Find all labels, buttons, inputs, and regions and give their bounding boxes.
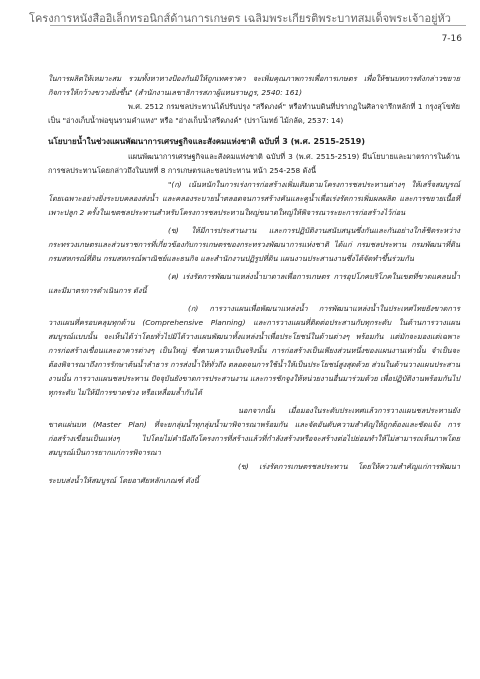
header-rule bbox=[50, 25, 466, 26]
page-number: 7-16 bbox=[441, 34, 462, 44]
running-header: โครงการหนังสืออิเล็กทรอนิกส์ด้านการเกษตร เฉลิมพระเกียรติพระบาทสมเด็จพระเจ้าอยู่หัว bbox=[29, 12, 451, 25]
section-heading: นโยบายน้ำในช่วงแผนพัฒนาการเศรษฐกิจและสังคมแห่งชาติ ฉบับที่ 3 (พ.ศ. 2515-2519) bbox=[48, 137, 366, 146]
paragraph-planning: (ก) การวางแผนเพื่อพัฒนาแหล่งน้ำ การพัฒนาแหล่งน้ำในประเทศไทยยังขาดการวางแผนที่ครอบคลุมทุกด้าน (Comprehensive Planning) และการวางแผนที่ติดต่อประสานกับทุกระดับ ในด้านการวางแผนสมบูรณ์แบบนั้น จะเห็นได้ว่าโดยทั่วไปมิได้วางแผนพัฒนาทั้งแหล่งน้ำเพื่อประโยชน์ในด้านต่างๆ พร้อมกัน แต่มักจะมองแต่เฉพาะการก่อสร้างเขื่อนและอาคารต่างๆ เป็นใหญ่ ซึ่งตามความเป็นจริงนั้น การก่อสร้างเป็นเพียงส่วนหนึ่งของแผนงานเท่านั้น จำเป็นจะต้องพิจารณาถึงการรักษาต้นน้ำลำธาร การส่งน้ำให้ทั่วถึง ตลอดจนการใช้น้ำให้เป็นประโยชน์สูงสุดด้วย ส่วนในด้านวางแผนประสานงานนั้น การวางแผนชลประทาน ปัจจุบันยังขาดการประสานงาน และการชักจูงให้หน่วยงานอื่นมาร่วมด้วย เพื่อปฏิบัติงานพร้อมกันไปทุกระดับ ไม่ให้มีการขาดช่วง หรือเหลื่อมล้ำกันได้ bbox=[48, 304, 460, 397]
paragraph-plan-intro: แผนพัฒนาการเศรษฐกิจและสังคมแห่งชาติ ฉบับที่ 3 (พ.ศ. 2515-2519) มีนโยบายและมาตรการในด้านการชลประทานโดยกล่าวถึงในบทที่ 8 การเกษตรและชลประทาน หน้า 254-258 ดังนี้ bbox=[48, 152, 460, 175]
paragraph-item-b: (ข) ให้มีการประสานงาน และการปฏิบัติงานสนับสนุนซึ่งกันและกันอย่างใกล้ชิดระหว่างกระทรวงเกษตรและส่วนราชการที่เกี่ยวข้องกับการเกษตรของกระทรวงพัฒนาการแห่งชาติ ได้แก่ กรมชลประทาน กรมพัฒนาที่ดิน กรมสหกรณ์ที่ดิน กรมสหกรณ์พาณิชย์และธนกิจ และสำนักงานปฏิรูปที่ดิน แผนงานประสานงานซึ่งได้จัดทำขึ้นร่วมกัน bbox=[48, 226, 460, 263]
paragraph-item-b2: (ข) เร่งรัดการเกษตรชลประทาน โดยให้ความสำคัญแก่การพัฒนาระบบส่งน้ำให้สมบูรณ์ โดยอาศัยหลักเกณฑ์ ดังนี้ bbox=[48, 462, 460, 485]
document-body bbox=[48, 72, 460, 488]
paragraph-quote-continuation: ในการผลิตให้เหมาะสม รวมทั้งหาทางป้องกันมิให้ถูกเทคราคา จะเพิ่มคุณภาพการเพื่อการเกษตร เพื่อให้ชนบทการดังกล่าวขยายกิจการให้กว้างขวางยิ่งขึ้น" (สำนักงานเลขาธิการสภาผู้แทนราษฎร, 2540: 161) bbox=[48, 74, 460, 97]
paragraph-master-plan: นอกจากนั้น เมื่อมองในระดับประเทศแล้วการวางแผนชลประทานยังขาดแผ่นบท (Master Plan) ที่จะยกลุ่มน้ำทุกลุ่มน้ำมาพิจารณาพร้อมกัน และจัดอันดับความสำคัญให้ถูกต้องและชัดแจ้ง การก่อสร้างเขื่อนเป็นแห่งๆ ไปโดยไม่คำนึงถึงโครงการที่สร้างแล้วที่กำลังสร้างหรือจะสร้างต่อไปย่อมทำให้ไม่สามารถเห็นภาพโดยสมบูรณ์เป็นการยากแก่การพิจารณา bbox=[48, 406, 460, 457]
paragraph-item-c: (ค) เร่งรัดการพัฒนาแหล่งน้ำบาดาลเพื่อการเกษตร การอุปโภคบริโภคในเขตที่ขาดแคลนน้ำ และมีมาตรการดำเนินการ ดังนี้ bbox=[48, 272, 460, 295]
paragraph-item-a: "(ก) เน้นหนักในการเร่งการก่อสร้างเพิ่มเติมตามโครงการชลประทานต่างๆ ให้เสร็จสมบูรณ์ โดยเฉพาะอย่างยิ่งระบบคลองส่งน้ำ และคลองระบายน้ำตลอดจนการสร้างคันและคูน้ำเพื่อเร่งรัดการเพิ่มผลผลิต และการขยายเนื้อที่เพาะปลูก 2 ครั้งในเขตชลประทานสำหรับโครงการชลประทานใหญ่ขนาดใหญ่ให้พิจารณาระยะการก่อสร้างไว้ก่อน bbox=[48, 180, 460, 217]
paragraph-sukhothai-reservoir: พ.ศ. 2512 กรมชลประทานได้ปรับปรุง "สรีดภงค์" หรือทำนบดินที่ปรากฏในศิลาจารึกหลักที่ 1 กรุงสุโขทัยเป็น "อ่างเก็บน้ำพ่อขุนรามคำแหง" หรือ "อ่างเก็บน้ำสรีดภงค์" (ปราโมทย์ ไม้กลัด, 2537: 14) bbox=[48, 102, 460, 125]
